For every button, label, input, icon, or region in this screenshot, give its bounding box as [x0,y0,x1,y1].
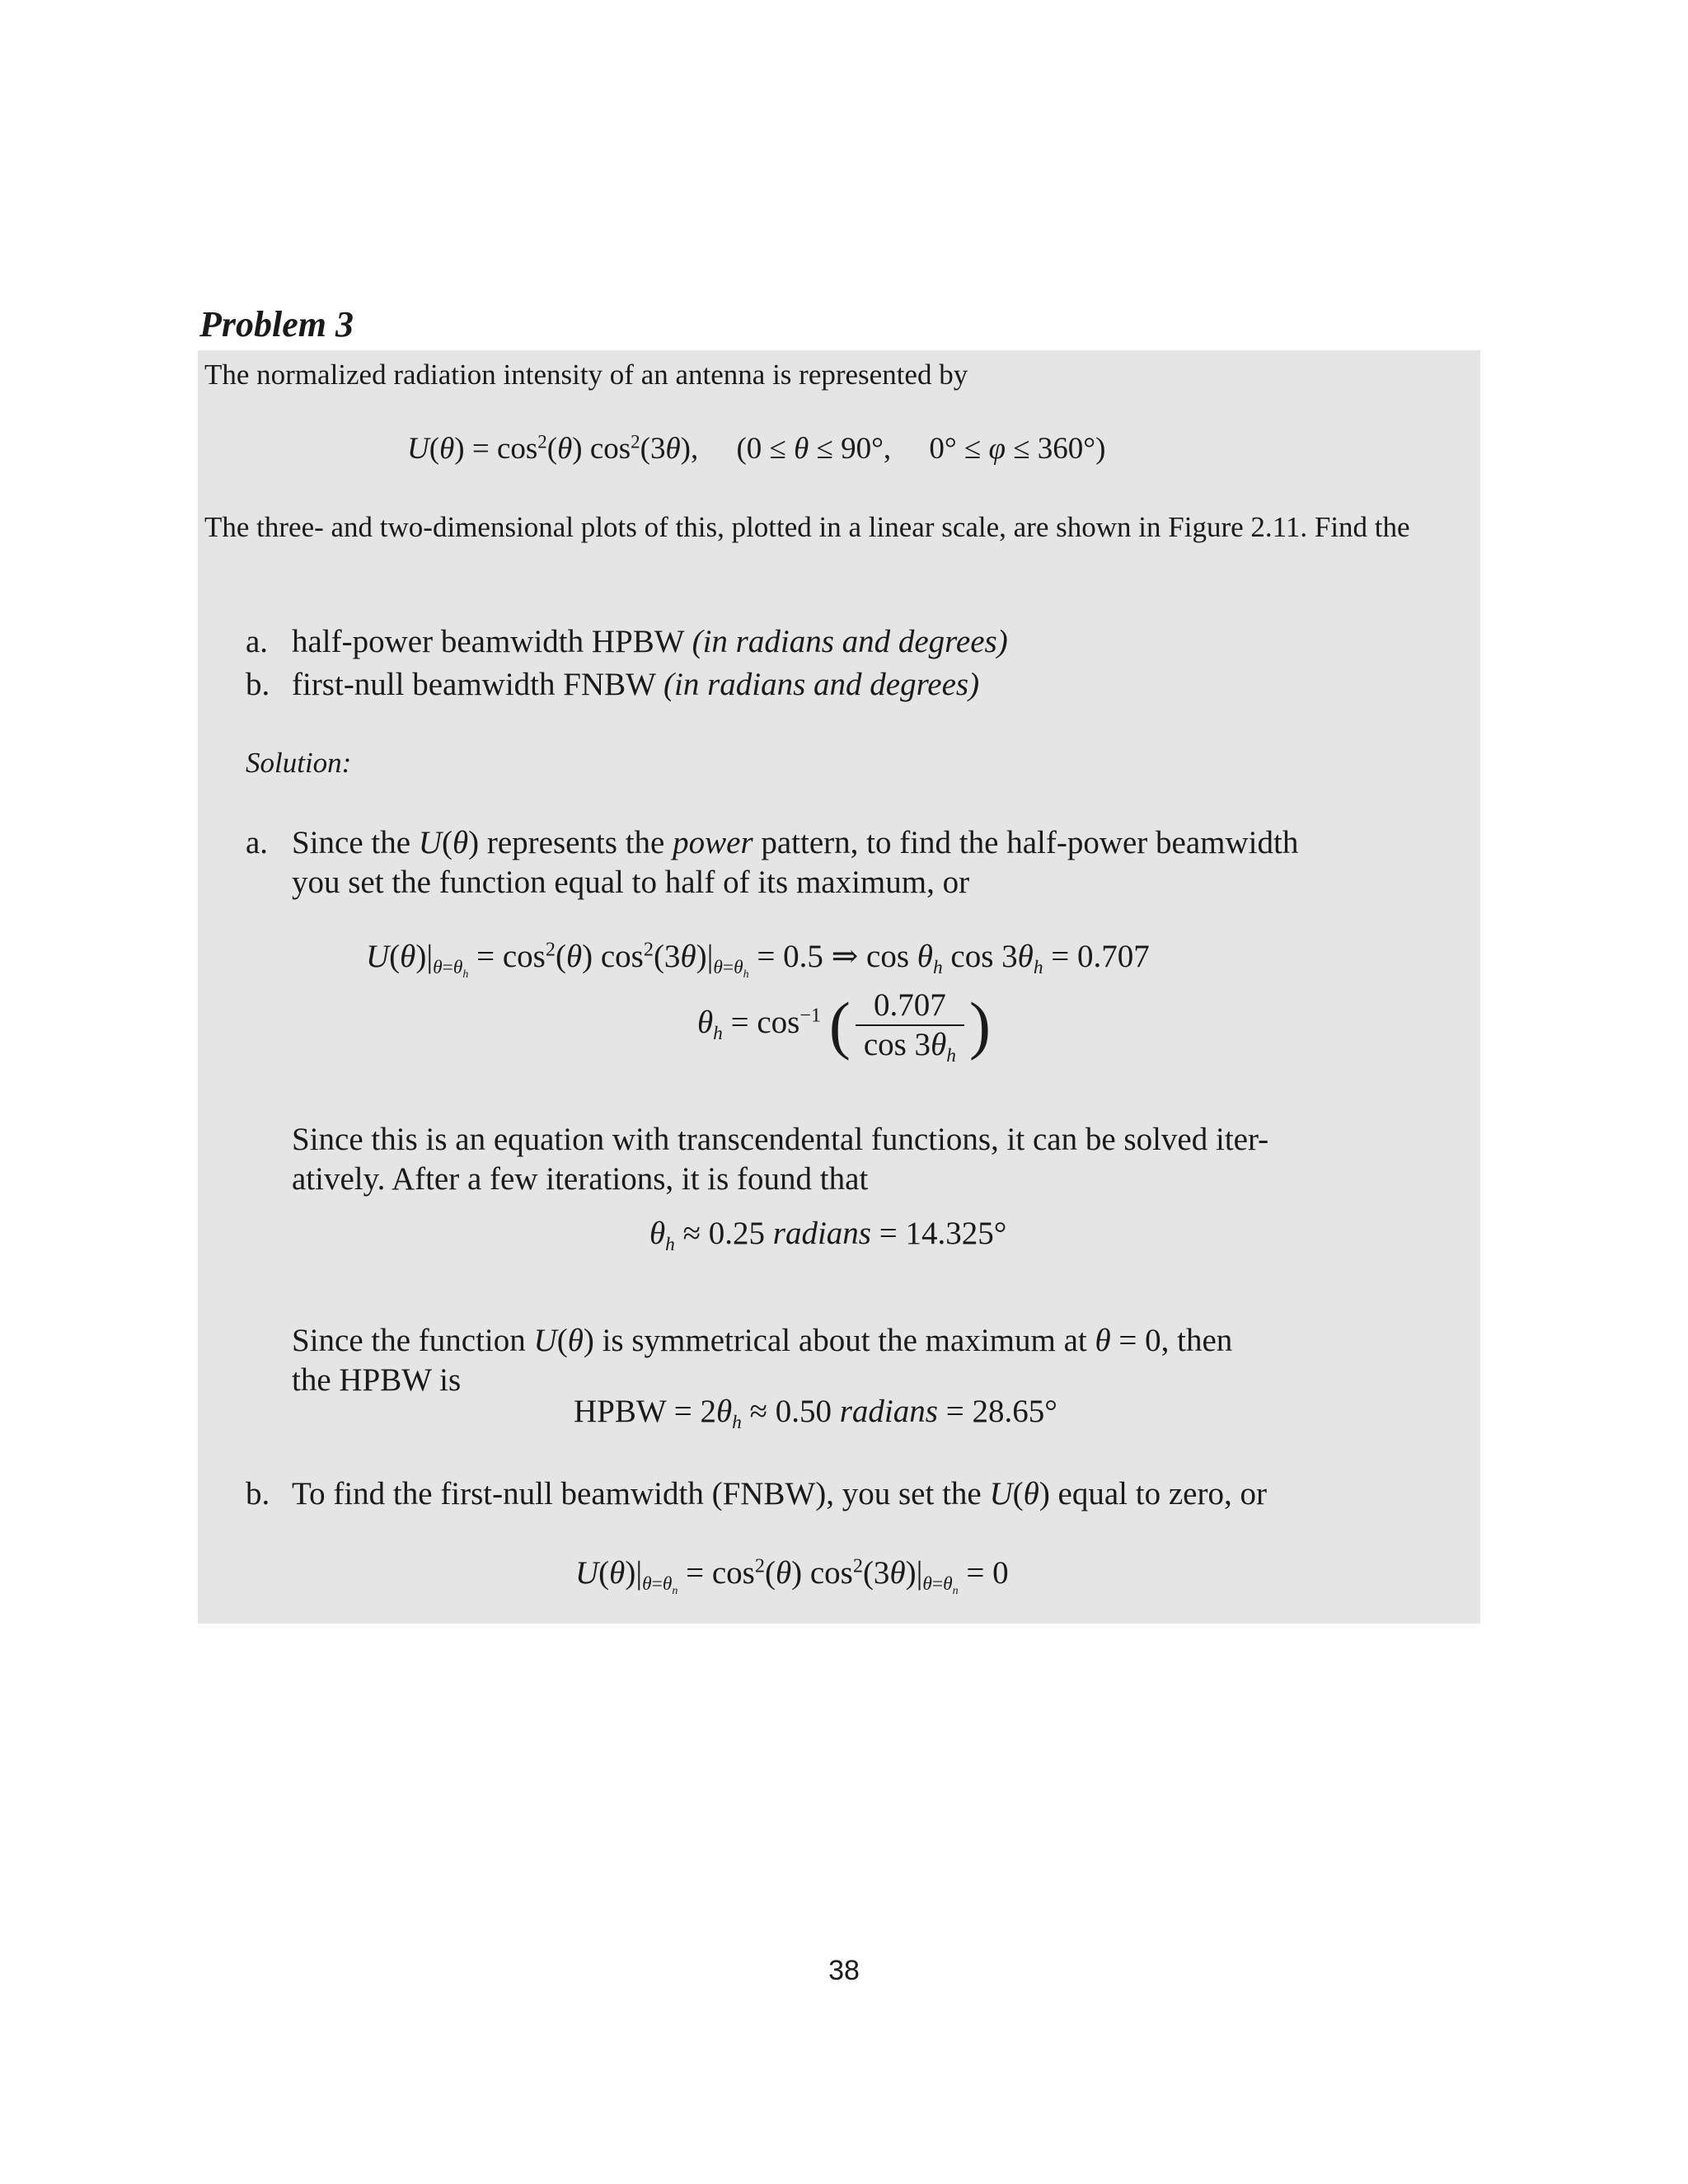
equation-theta-h: $\theta_h = \cos^{-1}$ ( $\frac{0.707}{\cos 3\theta_h}$ ) [697,987,991,1067]
problem-panel [198,350,1480,1624]
plots-text: The three- and two-dimensional plots of this, plotted in a linear scale, are shown in Figure 2.11. Find the [204,511,1410,543]
fraction-numerator: 0.707 [856,987,964,1026]
equation-theta-h-value: $\theta_h \approx 0.25$ radians = 14.325° [649,1216,1007,1256]
item-a-note: (in radians and degrees) [692,624,1008,659]
equation-half-power: $U(\theta)|_{\theta=\theta_h} = \cos^2(\theta) \cos^2(3\theta)|_{\theta=\theta_h} = 0.5$ ⇒ $\cos \theta_h$ $\cos 3\theta_h = 0.707$ [366,938,1150,982]
solution-label: Solution: [246,747,352,779]
item-b: b. first-null beamwidth FNBW (in radians and degrees) [246,667,980,702]
page-number: 38 [828,1955,860,1986]
part-a-text: a. Since the U(θ) represents the power pattern, to find the half-power beamwidth you set the function equal to half of its maximum, or [246,825,1299,900]
intro-text: The normalized radiation intensity of an antenna is represented by [204,359,968,391]
part-b-text: b. To find the first-null beamwidth (FNBW), you set the U(θ) equal to zero, or [246,1476,1267,1511]
main-equation: $U(\theta) = \cos^2(\theta)$ $\cos^2(3\theta)$, (0 ≤ θ ≤ 90°, 0° ≤ φ ≤ 360°) [407,431,1106,466]
item-a: a. half-power beamwidth HPBW (in radians and degrees) [246,624,1008,659]
symmetry-text: Since the function U(θ) is symmetrical about the maximum at θ = 0, then the HPBW is [292,1323,1233,1398]
equation-first-null: $U(\theta)|_{\theta=\theta_n} = \cos^2(\theta) \cos^2(3\theta)|_{\theta=\theta_n} = 0$ [575,1554,1009,1598]
equation-hpbw: HPBW = $2\theta_h \approx 0.50$ radians = 28.65° [574,1394,1057,1434]
item-b-note: (in radians and degrees) [663,667,980,702]
problem-title: Problem 3 [199,304,354,344]
iteration-text: Since this is an equation with transcendental functions, it can be solved iter- atively. After a few iterations, it is found that [292,1122,1269,1197]
fraction-denominator: $\cos 3\theta_h$ [863,1027,956,1067]
